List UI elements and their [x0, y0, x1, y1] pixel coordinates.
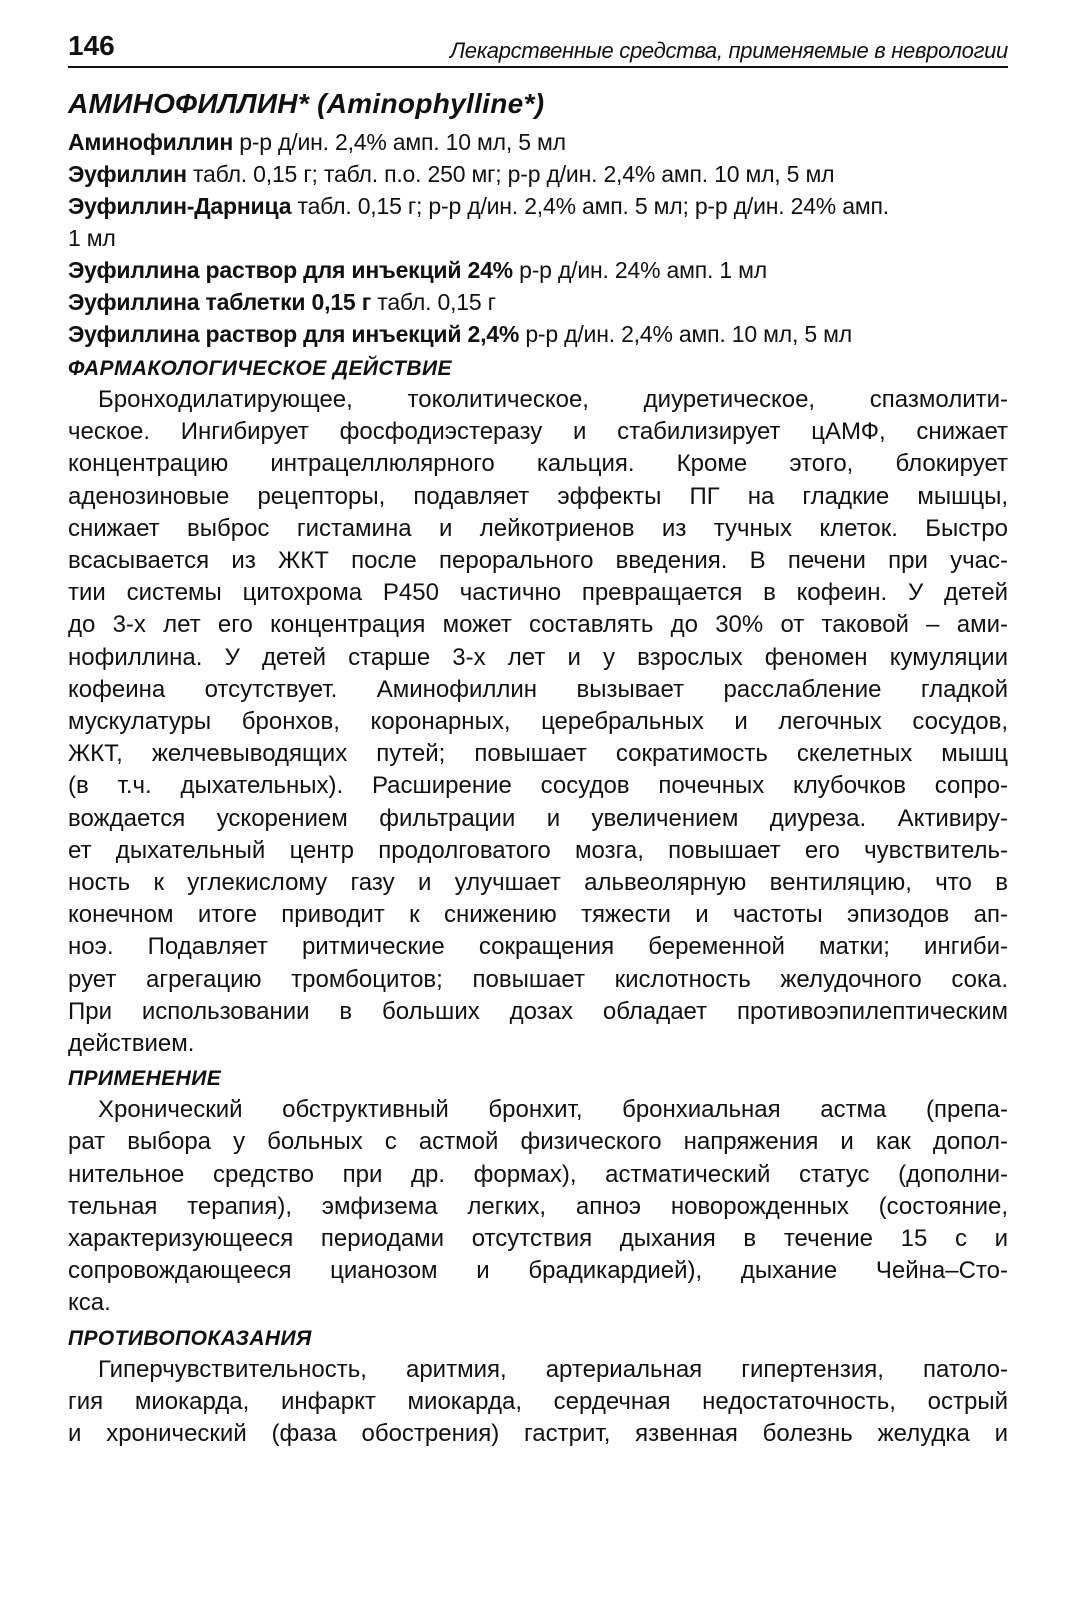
text-line: При использовании в больших дозах обладает противоэпилептическим	[68, 997, 1008, 1025]
book-page	[68, 20, 1008, 1450]
text-line: всасывается из ЖКТ после перорального введения. В печени при учас-	[68, 547, 1008, 575]
text-line: ноэ. Подавляет ритмические сокращения беременной матки; ингиби-	[68, 933, 1008, 961]
text-line: характеризующееся периодами отсутствия дыхания в течение 15 с и	[68, 1225, 1008, 1253]
text-line: гия миокарда, инфаркт миокарда, сердечная недостаточность, острый	[68, 1387, 1008, 1415]
contraindications-heading: ПРОТИВОПОКАЗАНИЯ	[68, 1326, 312, 1350]
text-line: Бронходилатирующее, токолитическое, диуретическое, спазмолити-	[98, 386, 1008, 413]
text-line: ческое. Ингибирует фосфодиэстеразу и стабилизирует цАМФ, снижает	[68, 418, 1008, 446]
text-line: тельная терапия), эмфизема легких, апноэ новорожденных (состояние,	[68, 1192, 1008, 1220]
text-line: кса.	[68, 1289, 111, 1317]
text-line: нительное средство при др. формах), астматический статус (дополни-	[68, 1160, 1008, 1188]
dosage-forms-list	[68, 126, 1008, 350]
dosage-form-details: р-р д/ин. 2,4% амп. 10 мл, 5 мл	[519, 321, 852, 347]
indications-text	[68, 1094, 1008, 1319]
dosage-form-brand: Эуфиллин	[68, 161, 187, 187]
dosage-form-details: табл. 0,15 г	[371, 289, 496, 315]
text-line: рует агрегацию тромбоцитов; повышает кислотность желудочного сока.	[68, 965, 1008, 993]
text-line: мускулатуры бронхов, коронарных, церебральных и легочных сосудов,	[68, 708, 1008, 736]
pharmacology-text	[68, 384, 1008, 1060]
dosage-form-line	[68, 190, 1008, 222]
indications-section	[68, 1064, 1008, 1319]
page-number: 146	[68, 30, 115, 61]
text-line: до 3-х лет его концентрация может составлять до 30% от таковой – ами-	[68, 611, 1008, 639]
dosage-form-brand: Эуфиллин-Дарница	[68, 193, 292, 219]
dosage-form-line	[68, 254, 1008, 286]
dosage-form-brand: Аминофиллин	[68, 129, 234, 155]
text-line: (в т.ч. дыхательных). Расширение сосудов почечных клубочков сопро-	[68, 772, 1008, 800]
text-line: концентрацию интрацеллюлярного кальция. Кроме этого, блокирует	[68, 450, 1008, 478]
text-line: действием.	[68, 1030, 195, 1058]
text-line: нофиллина. У детей старше 3-х лет и у взрослых феномен кумуляции	[68, 643, 1008, 671]
text-line: ЖКТ, желчевыводящих путей; повышает сократимость скелетных мышц	[68, 740, 1008, 768]
text-line: вождается ускорением фильтрации и увеличением диуреза. Активиру-	[68, 804, 1008, 832]
contraindications-section	[68, 1324, 1008, 1451]
contraindications-text	[68, 1354, 1008, 1451]
dosage-form-line	[68, 318, 1008, 350]
pharmacology-section	[68, 354, 1008, 1060]
indications-heading: ПРИМЕНЕНИЕ	[68, 1067, 222, 1091]
pharmacology-heading: ФАРМАКОЛОГИЧЕСКОЕ ДЕЙСТВИЕ	[68, 357, 452, 380]
dosage-form-details: р-р д/ин. 2,4% амп. 10 мл, 5 мл	[233, 129, 566, 155]
text-line: сопровождающееся цианозом и брадикардией), дыхание Чейна–Сто-	[68, 1257, 1008, 1285]
text-line: Хронический обструктивный бронхит, бронхиальная астма (препа-	[98, 1096, 1008, 1124]
page-header	[68, 20, 1008, 68]
running-title: Лекарственные средства, применяемые в неврологии	[450, 38, 1008, 63]
dosage-form-brand: Эуфиллина раствор для инъекций 2,4%	[68, 321, 520, 347]
dosage-form-line	[68, 286, 1008, 318]
dosage-form-line	[68, 126, 1008, 158]
text-line: кофеина отсутствует. Аминофиллин вызывает расслабление гладкой	[68, 675, 1008, 703]
dosage-form-details: р-р д/ин. 24% амп. 1 мл	[512, 257, 767, 283]
text-line: ность к углекислому газу и улучшает альвеолярную вентиляцию, что в	[68, 869, 1008, 897]
text-line: аденозиновые рецепторы, подавляет эффекты ПГ на гладкие мышцы,	[68, 482, 1008, 510]
text-line: рат выбора у больных с астмой физического напряжения и как допол-	[68, 1128, 1008, 1156]
text-line: конечном итоге приводит к снижению тяжести и частоты эпизодов ап-	[68, 901, 1008, 929]
text-line: тии системы цитохрома P450 частично превращается в кофеин. У детей	[68, 579, 1008, 607]
dosage-form-brand: Эуфиллина раствор для инъекций 24%	[68, 257, 513, 283]
drug-title: АМИНОФИЛЛИН* (Aminophylline*)	[68, 88, 545, 119]
text-line: снижает выброс гистамина и лейкотриенов из тучных клеток. Быстро	[68, 514, 1008, 542]
dosage-form-details: табл. 0,15 г; р-р д/ин. 2,4% амп. 5 мл; р-р д/ин. 24% амп.	[291, 193, 889, 219]
dosage-form-brand: Эуфиллина таблетки 0,15 г	[68, 289, 372, 315]
dosage-form-details: 1 мл	[68, 225, 116, 251]
text-line: ет дыхательный центр продолговатого мозга, повышает его чувствитель-	[68, 836, 1008, 864]
dosage-form-line	[68, 222, 1008, 254]
text-line: Гиперчувствительность, аритмия, артериальная гипертензия, патоло-	[98, 1355, 1008, 1383]
text-line: и хронический (фаза обострения) гастрит, язвенная болезнь желудка и	[68, 1420, 1008, 1448]
dosage-form-details: табл. 0,15 г; табл. п.о. 250 мг; р-р д/ин. 2,4% амп. 10 мл, 5 мл	[186, 161, 835, 187]
dosage-form-line	[68, 158, 1008, 190]
